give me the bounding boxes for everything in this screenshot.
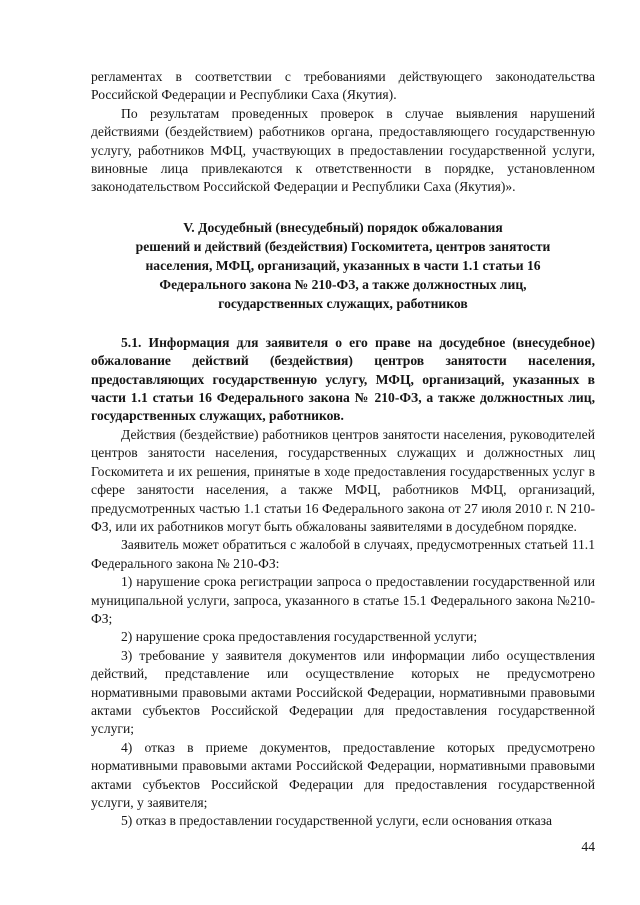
section-heading-line: V. Досудебный (внесудебный) порядок обжалования <box>183 219 503 235</box>
results-paragraph: По результатам проведенных проверок в случае выявления нарушений действиями (бездействием) работников органа, предоставляющего государственную услугу, работников МФЦ, участвующих в предоставлении государственной услуги, виновные лица привлекаются к ответственности в порядке, установленном законодательством Российской Федерации и Республики Саха (Якутия)». <box>91 105 595 195</box>
complaint-intro-paragraph: Заявитель может обратиться с жалобой в случаях, предусмотренных статьей 11.1 Федерального закона № 210-ФЗ: <box>91 537 595 571</box>
document-page <box>91 68 595 831</box>
actions-paragraph: Действия (бездействие) работников центров занятости населения, руководителей центров занятости населения, государственных служащих и должностных лиц Госкомитета и их решения, принятые в ходе предоставления государственных услуг в сфере занятости населения, а также МФЦ, работников МФЦ, организаций, предусмотренных частью 1.1 статьи 16 Федерального закона от 27 июля 2010 г. N 210-ФЗ, или их работников могут быть обжалованы заявителями в досудебном порядке. <box>91 426 595 534</box>
item-5-1-heading: 5.1. Информация для заявителя о его праве на досудебное (внесудебное) обжалование действий (бездействия) центров занятости населения, предоставляющих государственную услугу, МФЦ, организаций, указанных в части 1.1 статьи 16 Федерального закона № 210-ФЗ, а также должностных лиц, государственных служащих, работников. <box>91 334 595 424</box>
page-number: 44 <box>581 839 595 854</box>
section-heading-line: государственных служащих, работников <box>218 295 468 311</box>
section-heading <box>91 218 595 313</box>
case-item: 3) требование у заявителя документов или информации либо осуществления действий, представление или осуществление которых не предусмотрено нормативными правовыми актами Российской Федерации, нормативными правовыми актами субъектов Российской Федерации для предоставления государственной услуги; <box>91 647 595 737</box>
case-item: 4) отказ в приеме документов, предоставление которых предусмотрено нормативными правовыми актами Российской Федерации, нормативными правовыми актами субъектов Российской Федерации для предоставления государственной услуги, у заявителя; <box>91 739 595 810</box>
section-heading-line: решений и действий (бездействия) Госкомитета, центров занятости <box>135 238 551 254</box>
section-heading-line: населения, МФЦ, организаций, указанных в части 1.1 статьи 16 <box>145 257 541 273</box>
case-item: 5) отказ в предоставлении государственной услуги, если основания отказа <box>121 813 553 829</box>
continuation-paragraph: регламентах в соответствии с требованиями действующего законодательства Российской Федерации и Республики Саха (Якутия). <box>91 69 595 103</box>
case-item: 2) нарушение срока предоставления государственной услуги; <box>121 629 478 645</box>
case-item: 1) нарушение срока регистрации запроса о предоставлении государственной или муниципальной услуги, запроса, указанного в статье 15.1 Федерального закона №210-ФЗ; <box>91 574 595 626</box>
section-heading-line: Федерального закона № 210-ФЗ, а также должностных лиц, <box>159 276 527 292</box>
